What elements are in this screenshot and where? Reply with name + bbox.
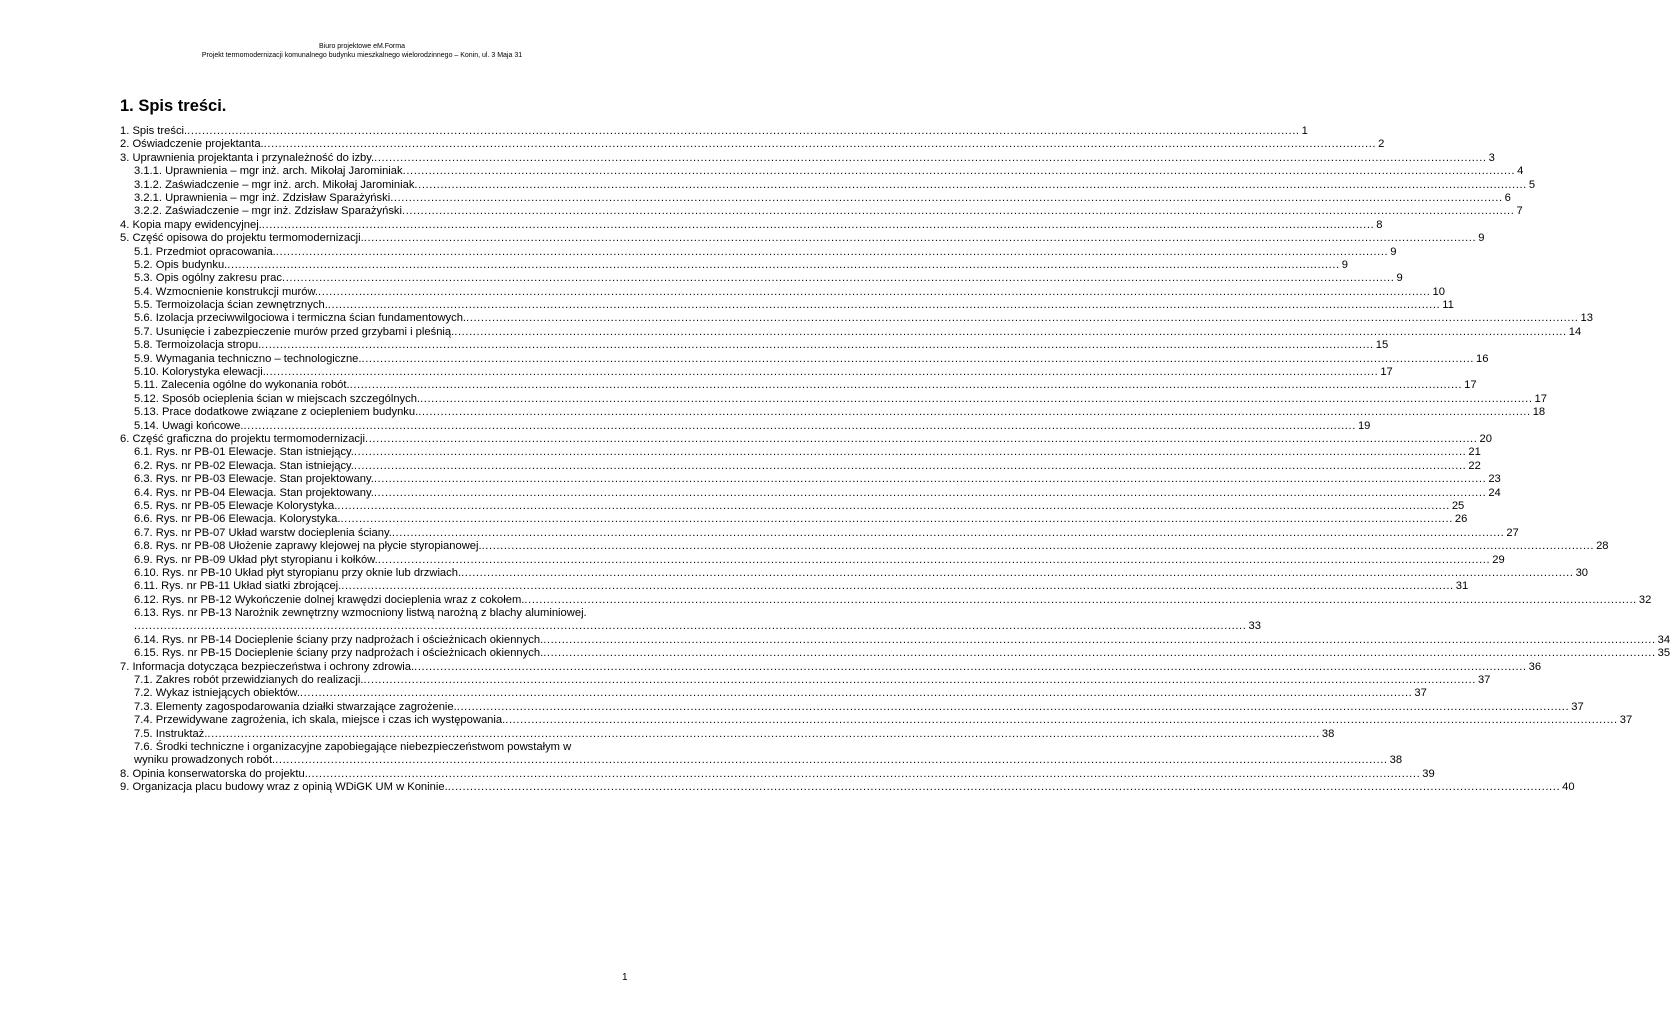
toc-leader-dots: ............................................................................................................................................................................................................................................................................................................ (373, 486, 1487, 499)
toc-entry-page: 9 (1478, 232, 1485, 245)
toc-entry-page: 25 (1451, 499, 1465, 512)
toc-entry-page: 17 (1464, 379, 1477, 392)
toc-entry[interactable] (120, 339, 1389, 352)
toc-leader-dots: ............................................................................................................................................................................................................................................................................................................ (365, 432, 1478, 445)
toc-entry[interactable] (120, 205, 1523, 218)
toc-entry-page: 2 (1378, 138, 1385, 151)
toc-entry-label: 3.2.1. Uprawnienia – mgr inż. Zdzisław Sparażyński (134, 191, 391, 204)
toc-entry[interactable] (120, 446, 1481, 459)
toc-entry[interactable] (120, 151, 1495, 165)
toc-entry-label: 7.4. Przewidywane zagrożenia, ich skala, miejsce i czas ich występowania. (134, 714, 506, 727)
toc-entry-label: 4. Kopia mapy ewidencyjnej. (120, 218, 262, 231)
page-header (0, 42, 724, 60)
toc-entry[interactable] (120, 741, 639, 754)
toc-leader-dots: ............................................................................................................................................................................................................................................................................................................ (420, 392, 1533, 405)
toc-entry-label: 1. Spis treści. (120, 125, 188, 137)
toc-entry-page: 11 (1442, 299, 1454, 312)
toc-entry-label: 5.1. Przedmiot opracowania. (134, 245, 276, 258)
toc-entry-label: 5.11. Zalecenia ogólne do wykonania robót. (134, 379, 350, 392)
toc-entry-label: 7. Informacja dotycząca bezpieczeństwa i ochrony zdrowia. (120, 660, 415, 673)
toc-leader-dots: ............................................................................................................................................................................................................................................................................................................ (363, 232, 1477, 245)
toc-entry-page: 3 (1488, 151, 1495, 164)
toc-entry[interactable] (120, 767, 1435, 781)
toc-entry-label: 6.1. Rys. nr PB-01 Elewacje. Stan istniejący. (134, 446, 354, 459)
toc-entry-page: 37 (1414, 687, 1427, 700)
toc-entry[interactable] (120, 459, 1481, 473)
toc-entry-label: 3.2.2. Zaświadczenie – mgr inż. Zdzisław Sparażyński (134, 205, 402, 218)
toc-entry-page: 22 (1468, 459, 1481, 472)
toc-leader-dots: ............................................................................................................................................................................................................................................................................................................ (414, 178, 1527, 191)
toc-entry-page: 1 (1301, 125, 1308, 137)
toc-entry[interactable] (120, 607, 639, 620)
toc-entry[interactable] (120, 352, 1489, 366)
toc-leader-dots: ............................................................................................................................................................................................................................................................................................................ (341, 580, 1454, 593)
toc-entry-page: 19 (1357, 419, 1371, 432)
toc-entry[interactable] (120, 700, 1584, 714)
toc-entry-label: 5.9. Wymagania techniczno – technologiczne. (134, 352, 362, 365)
toc-entry[interactable] (120, 285, 1445, 299)
toc-entry-page: 6 (1504, 191, 1511, 204)
toc-entry-label: 6.7. Rys. nr PB-07 Układ warstw docieplenia ściany. (134, 526, 392, 539)
toc-entry[interactable] (120, 499, 1465, 513)
toc-entry[interactable] (120, 191, 1511, 205)
toc-entry[interactable] (120, 325, 1582, 339)
toc-entry-label: 6.3. Rys. nr PB-03 Elewacje. Stan projektowany. (134, 473, 374, 486)
toc-leader-dots: ............................................................................................................................................................................................................................................................................................................ (543, 647, 1656, 660)
toc-leader-dots: ............................................................................................................................................................................................................................................................................................................ (402, 205, 1515, 218)
toc-leader-dots: ............................................................................................................................................................................................................................................................................................................ (275, 754, 1388, 767)
toc-entry[interactable] (120, 392, 1547, 406)
toc-entry[interactable] (120, 232, 1485, 245)
toc-entry[interactable] (120, 406, 1546, 419)
toc-entry-label: 6. Część graficzna do projektu termomodernizacji (120, 432, 365, 445)
toc-entry-page: 29 (1492, 553, 1505, 566)
toc-leader-dots: ............................................................................................................................................................................................................................................................................................................ (275, 245, 1389, 258)
toc-entry[interactable] (120, 245, 1397, 259)
toc-entry-label: 5.5. Termoizolacja ścian zewnętrznych. (134, 299, 328, 312)
toc-leader-dots: ............................................................................................................................................................................................................................................................................................................ (454, 325, 1567, 338)
toc-entry-label: 6.11. Rys. nr PB-11 Układ siatki zbrojącej. (134, 580, 342, 593)
toc-leader-dots: ............................................................................................................................................................................................................................................................................................................ (456, 700, 1570, 713)
toc-leader-dots: ............................................................................................................................................................................................................................................................................................................ (263, 138, 1377, 151)
toc-leader-dots: ............................................................................................................................................................................................................................................................................................................ (299, 687, 1413, 700)
toc-entry-label: 7.5. Instruktaż. (134, 727, 208, 740)
toc-leader-dots: ............................................................................................................................................................................................................................................................................................................ (373, 473, 1487, 486)
toc-entry-page: 35 (1657, 647, 1670, 660)
toc-entry-page: 37 (1619, 714, 1633, 727)
toc-entry-label: 5.13. Prace dodatkowe związane z ociepleniem budynku. (134, 406, 419, 419)
toc-entry-label: 6.4. Rys. nr PB-04 Elewacja. Stan projektowany. (134, 486, 374, 499)
toc-leader-dots: ............................................................................................................................................................................................................................................................................................................ (307, 767, 1421, 780)
toc-entry-page: 9 (1341, 258, 1349, 271)
toc-entry[interactable] (120, 125, 1308, 138)
toc-entry-label: 5.14. Uwagi końcowe. (134, 419, 244, 432)
toc-leader-dots: ............................................................................................................................................................................................................................................................................................................ (134, 620, 1247, 633)
toc-leader-dots: ............................................................................................................................................................................................................................................................................................................ (318, 285, 1431, 298)
toc-entry-label: 6.14. Rys. nr PB-14 Docieplenie ściany przy nadprożach i ościeżnicach okiennych. (134, 633, 544, 646)
toc-entry[interactable] (120, 687, 1427, 700)
toc-leader-dots: ............................................................................................................................................................................................................................................................................................................ (390, 191, 1503, 204)
toc-entry-page: 33 (1248, 620, 1261, 633)
toc-entry-page: 18 (1532, 406, 1546, 419)
page-number: 1 (622, 972, 628, 983)
toc-entry-label: 6.13. Rys. nr PB-13 Narożnik zewnętrzny wzmocniony listwą narożną z blachy aluminiowej. (134, 607, 587, 620)
toc-entry-label: 6.2. Rys. nr PB-02 Elewacja. Stan istniejący. (134, 459, 354, 472)
toc-leader-dots: ............................................................................................................................................................................................................................................................................................................ (282, 272, 1395, 285)
toc-entry-page: 17 (1380, 366, 1393, 379)
header-project: Projekt termomodernizacji komunalnego budynku mieszkalnego wielorodzinnego – Konin, ul. 3 Maja 31 (201, 52, 523, 59)
toc-leader-dots: ............................................................................................................................................................................................................................................................................................................ (374, 151, 1487, 164)
toc-leader-dots: ............................................................................................................................................................................................................................................................................................................ (414, 660, 1527, 673)
toc-entry[interactable] (120, 165, 1524, 178)
toc-entry-label: 6.10. Rys. nr PB-10 Układ płyt styropianu przy oknie lub drzwiach. (134, 566, 462, 579)
toc-entry[interactable] (120, 781, 1575, 794)
toc-entry[interactable] (120, 272, 1403, 285)
toc-entry[interactable] (120, 714, 1633, 727)
toc-entry[interactable] (120, 513, 1468, 526)
toc-leader-dots: ............................................................................................................................................................................................................................................................................................................ (261, 218, 1375, 231)
toc-entry-label: 5.12. Sposób ocieplenia ścian w miejscach szczególnych. (134, 392, 421, 405)
toc-entry-label: 7.1. Zakres robót przewidzianych do realizacji. (134, 674, 364, 687)
toc-entry-page: 32 (1638, 593, 1652, 606)
toc-leader-dots: ............................................................................................................................................................................................................................................................................................................ (353, 446, 1467, 459)
toc-leader-dots: ............................................................................................................................................................................................................................................................................................................ (265, 366, 1379, 379)
toc-leader-dots: ............................................................................................................................................................................................................................................................................................................ (261, 339, 1374, 352)
toc-entry-page: 38 (1321, 727, 1335, 740)
toc-entry-label: 6.8. Rys. nr PB-08 Ułożenie zaprawy klejowej na płycie styropianowej. (134, 540, 482, 553)
toc-entry-label: 6.5. Rys. nr PB-05 Elewacje Kolorystyka. (134, 499, 338, 512)
toc-leader-dots: ............................................................................................................................................................................................................................................................................................................ (391, 526, 1505, 539)
toc-entry-label: 9. Organizacja placu budowy wraz z opinią WDiGK UM w Koninie. (120, 781, 448, 794)
toc-entry-page: 27 (1506, 526, 1519, 539)
toc-entry-label: 6.9. Rys. nr PB-09 Układ płyt styropianu i kołków. (134, 553, 378, 566)
toc-entry[interactable] (120, 727, 1335, 741)
toc-entry-label: 7.6. Środki techniczne i organizacyjne zapobiegające niebezpieczeństwom powstałym w (134, 740, 572, 753)
toc-entry-page: 5 (1528, 178, 1536, 191)
toc-entry[interactable] (120, 674, 1491, 687)
toc-entry-page: 9 (1390, 245, 1397, 258)
header-company: Biuro projektowe eM.Forma (319, 43, 405, 50)
toc-entry-page: 30 (1575, 566, 1589, 579)
toc-leader-dots: ............................................................................................................................................................................................................................................................................................................ (340, 513, 1453, 526)
toc-entry-label: 7.2. Wykaz istniejących obiektów. (134, 687, 300, 700)
toc-entry-label: 3.1.1. Uprawnienia – mgr inż. arch. Mikołaj Jarominiak (134, 165, 403, 178)
toc-entry-page: 15 (1375, 339, 1389, 352)
toc-leader-dots: ............................................................................................................................................................................................................................................................................................................ (402, 165, 1516, 178)
toc-leader-dots: ............................................................................................................................................................................................................................................................................................................ (243, 419, 1356, 432)
toc-entry-page: 26 (1454, 513, 1468, 526)
toc-entry-page: 16 (1476, 352, 1489, 365)
toc-entry-label: 5.10. Kolorystyka elewacji. (134, 366, 266, 379)
toc-entry-page: 20 (1479, 432, 1492, 445)
toc-entry[interactable] (120, 660, 1542, 674)
toc-entry[interactable] (120, 366, 1393, 379)
toc-entry-page: 34 (1657, 633, 1670, 646)
toc-leader-dots: ............................................................................................................................................................................................................................................................................................................ (481, 540, 1595, 553)
toc-entry-page: 17 (1534, 392, 1547, 405)
toc-entry-page: 24 (1488, 486, 1501, 499)
toc-leader-dots: ............................................................................................................................................................................................................................................................................................................ (363, 674, 1476, 687)
toc-leader-dots: ............................................................................................................................................................................................................................................................................................................ (207, 727, 1320, 740)
toc-entry[interactable] (120, 299, 1454, 312)
toc-entry[interactable] (120, 633, 1670, 647)
toc-entry-label: 6.12. Rys. nr PB-12 Wykończenie dolnej krawędzi docieplenia wraz z cokołem. (134, 593, 525, 606)
toc-entry-page: 39 (1422, 767, 1435, 780)
toc-leader-dots: ............................................................................................................................................................................................................................................................................................................ (227, 258, 1340, 271)
toc-entry[interactable] (120, 432, 1492, 446)
toc-entry-page: 4 (1517, 165, 1524, 178)
toc-entry-label: 5.4. Wzmocnienie konstrukcji murów. (134, 285, 319, 298)
toc-entry-label: 8. Opinia konserwatorska do projektu. (120, 767, 308, 780)
toc-entry-page: 9 (1396, 272, 1403, 285)
toc-entry-page: 40 (1562, 781, 1575, 794)
toc-leader-dots: ............................................................................................................................................................................................................................................................................................................ (447, 781, 1561, 794)
toc-entry[interactable] (120, 218, 1383, 232)
toc-entry[interactable] (120, 540, 1609, 553)
toc-leader-dots: ............................................................................................................................................................................................................................................................................................................ (505, 714, 1618, 727)
toc-entry[interactable] (120, 419, 1371, 433)
toc-entry-page: 21 (1468, 446, 1481, 459)
toc-entry-page: 31 (1455, 580, 1469, 593)
toc-entry[interactable] (120, 178, 1536, 192)
toc-entry-label: 5.6. Izolacja przeciwwilgociowa i termiczna ścian fundamentowych. (134, 312, 467, 325)
toc-entry[interactable] (120, 526, 1519, 540)
toc-leader-dots: ............................................................................................................................................................................................................................................................................................................ (543, 633, 1656, 646)
toc-leader-dots: ............................................................................................................................................................................................................................................................................................................ (337, 499, 1450, 512)
toc-entry-page: 8 (1376, 218, 1383, 231)
toc-leader-dots: ............................................................................................................................................................................................................................................................................................................ (361, 352, 1474, 365)
toc-entry[interactable] (120, 473, 1501, 486)
toc-entry[interactable] (120, 553, 1505, 567)
toc-entry-page: 28 (1596, 540, 1609, 553)
toc-entry-label: 3.1.2. Zaświadczenie – mgr inż. arch. Mikołaj Jarominiak (134, 178, 415, 191)
toc-entry-page: 14 (1568, 325, 1582, 338)
toc-entry[interactable] (120, 138, 1385, 151)
toc-entry-label-continuation: wyniku prowadzonych robót. (134, 754, 276, 767)
toc-entry-page: 23 (1488, 473, 1501, 486)
toc-entry-label: 5.7. Usunięcie i zabezpieczenie murów przed grzybami i pleśnią. (134, 325, 455, 338)
toc-entry-label: 6.6. Rys. nr PB-06 Elewacja. Kolorystyka. (134, 513, 341, 526)
toc-entry-page: 13 (1580, 312, 1593, 325)
toc-entry[interactable] (120, 486, 1501, 500)
toc-leader-dots: ............................................................................................................................................................................................................................................................................................................ (187, 125, 1300, 137)
page-title: 1. Spis treści. (120, 97, 227, 115)
toc-entry-page: 37 (1477, 674, 1491, 687)
toc-leader-dots: ............................................................................................................................................................................................................................................................................................................ (353, 459, 1467, 472)
toc-entry-label: 2. Oświadczenie projektanta. (120, 138, 264, 151)
toc-leader-dots: ............................................................................................................................................................................................................................................................................................................ (466, 312, 1579, 325)
toc-entry-label: 5.2. Opis budynku. (134, 258, 228, 271)
toc-entry-label: 7.3. Elementy zagospodarowania działki stwarzające zagrożenie. (134, 700, 457, 713)
toc-leader-dots: ............................................................................................................................................................................................................................................................................................................ (349, 379, 1463, 392)
toc-entry-page: 7 (1516, 205, 1523, 218)
toc-leader-dots: ............................................................................................................................................................................................................................................................................................................ (524, 593, 1637, 606)
toc-entry-label: 6.15. Rys. nr PB-15 Docieplenie ściany przy nadprożach i ościeżnicach okiennych. (134, 647, 544, 660)
toc-entry-page: 36 (1528, 660, 1542, 673)
toc-entry-continuation (120, 620, 1261, 633)
toc-entry-label: 5.3. Opis ogólny zakresu prac (134, 272, 282, 285)
toc-entry-label: 3. Uprawnienia projektanta i przynależność do izby. (120, 151, 375, 164)
toc-entry-label: 5. Część opisowa do projektu termomodernizacji. (120, 232, 364, 245)
toc-leader-dots: ............................................................................................................................................................................................................................................................................................................ (377, 553, 1491, 566)
toc-entry-continuation (120, 754, 1403, 767)
toc-entry[interactable] (120, 566, 1589, 580)
toc-entry[interactable] (120, 580, 1469, 593)
toc-entry-page: 10 (1432, 285, 1445, 298)
toc-entry[interactable] (120, 258, 1349, 272)
toc-entry[interactable] (120, 312, 1593, 325)
toc-entry[interactable] (120, 593, 1652, 607)
toc-entry[interactable] (120, 647, 1670, 660)
toc-entry-label: 5.8. Termoizolacja stropu. (134, 339, 262, 352)
toc-entry[interactable] (120, 379, 1477, 392)
toc-leader-dots: ............................................................................................................................................................................................................................................................................................................ (461, 566, 1574, 579)
toc-leader-dots: ............................................................................................................................................................................................................................................................................................................ (418, 406, 1531, 419)
toc-leader-dots: ............................................................................................................................................................................................................................................................................................................ (327, 299, 1441, 312)
table-of-contents (120, 125, 1670, 795)
toc-entry-page: 37 (1571, 700, 1584, 713)
toc-entry-page: 38 (1389, 754, 1403, 767)
